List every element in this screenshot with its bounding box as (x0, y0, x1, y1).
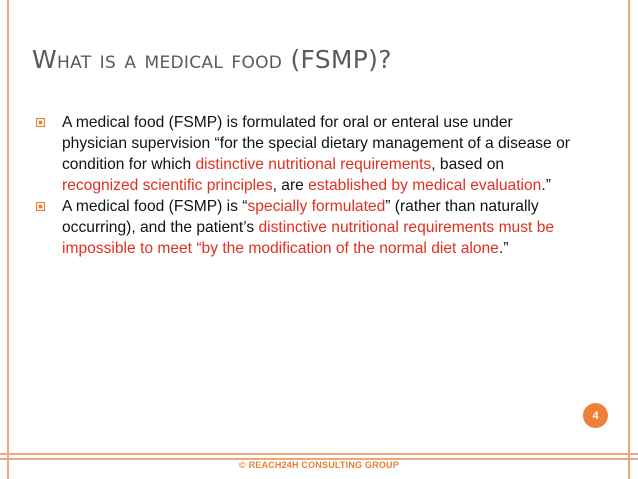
bullet-item (36, 196, 576, 259)
highlight-text: established by medical evaluation (308, 177, 542, 194)
slide-title (32, 43, 592, 80)
page-number-badge: 4 (583, 403, 608, 428)
title-medical: MEDICAL (144, 53, 224, 73)
text-segment: , based on (431, 156, 505, 173)
frame-line-footer-top (0, 453, 638, 455)
text-segment: .” (541, 177, 551, 194)
title-hat: HAT (57, 53, 92, 73)
bullet-icon (36, 118, 45, 127)
highlight-text: distinctive nutritional requirements (195, 156, 432, 173)
frame-line-left (7, 0, 9, 479)
text-segment: ” (rather than naturally occurring), and the patient’s (62, 198, 539, 236)
footer-text: © REACH24H CONSULTING GROUP (239, 460, 399, 470)
highlight-text: recognized scientific principles (62, 177, 273, 194)
title-fsmp: (FSMP)? (290, 45, 392, 74)
text-segment: A medical food (FSMP) is formulated for oral or enteral use under physician supervision “for the special dietary management of a disease or condition for which (62, 114, 570, 173)
text-segment: , are (272, 177, 309, 194)
highlight-text: distinctive nutritional requirements must be impossible to meet “by the modification of the normal diet alone (62, 219, 555, 257)
bullet-icon (36, 202, 45, 211)
title-a: A (124, 53, 137, 73)
highlight-text: specially formulated (247, 198, 386, 215)
frame-line-right (628, 0, 630, 479)
title-food: FOOD (231, 53, 283, 73)
bullet-list (36, 112, 576, 259)
title-is: IS (99, 53, 117, 73)
text-segment: .” (498, 240, 509, 257)
bullet-item (36, 112, 576, 196)
text-segment: A medical food (FSMP) is “ (62, 198, 248, 215)
title-w: W (32, 45, 58, 74)
bullet-text (62, 198, 554, 257)
bullet-text (62, 114, 570, 194)
